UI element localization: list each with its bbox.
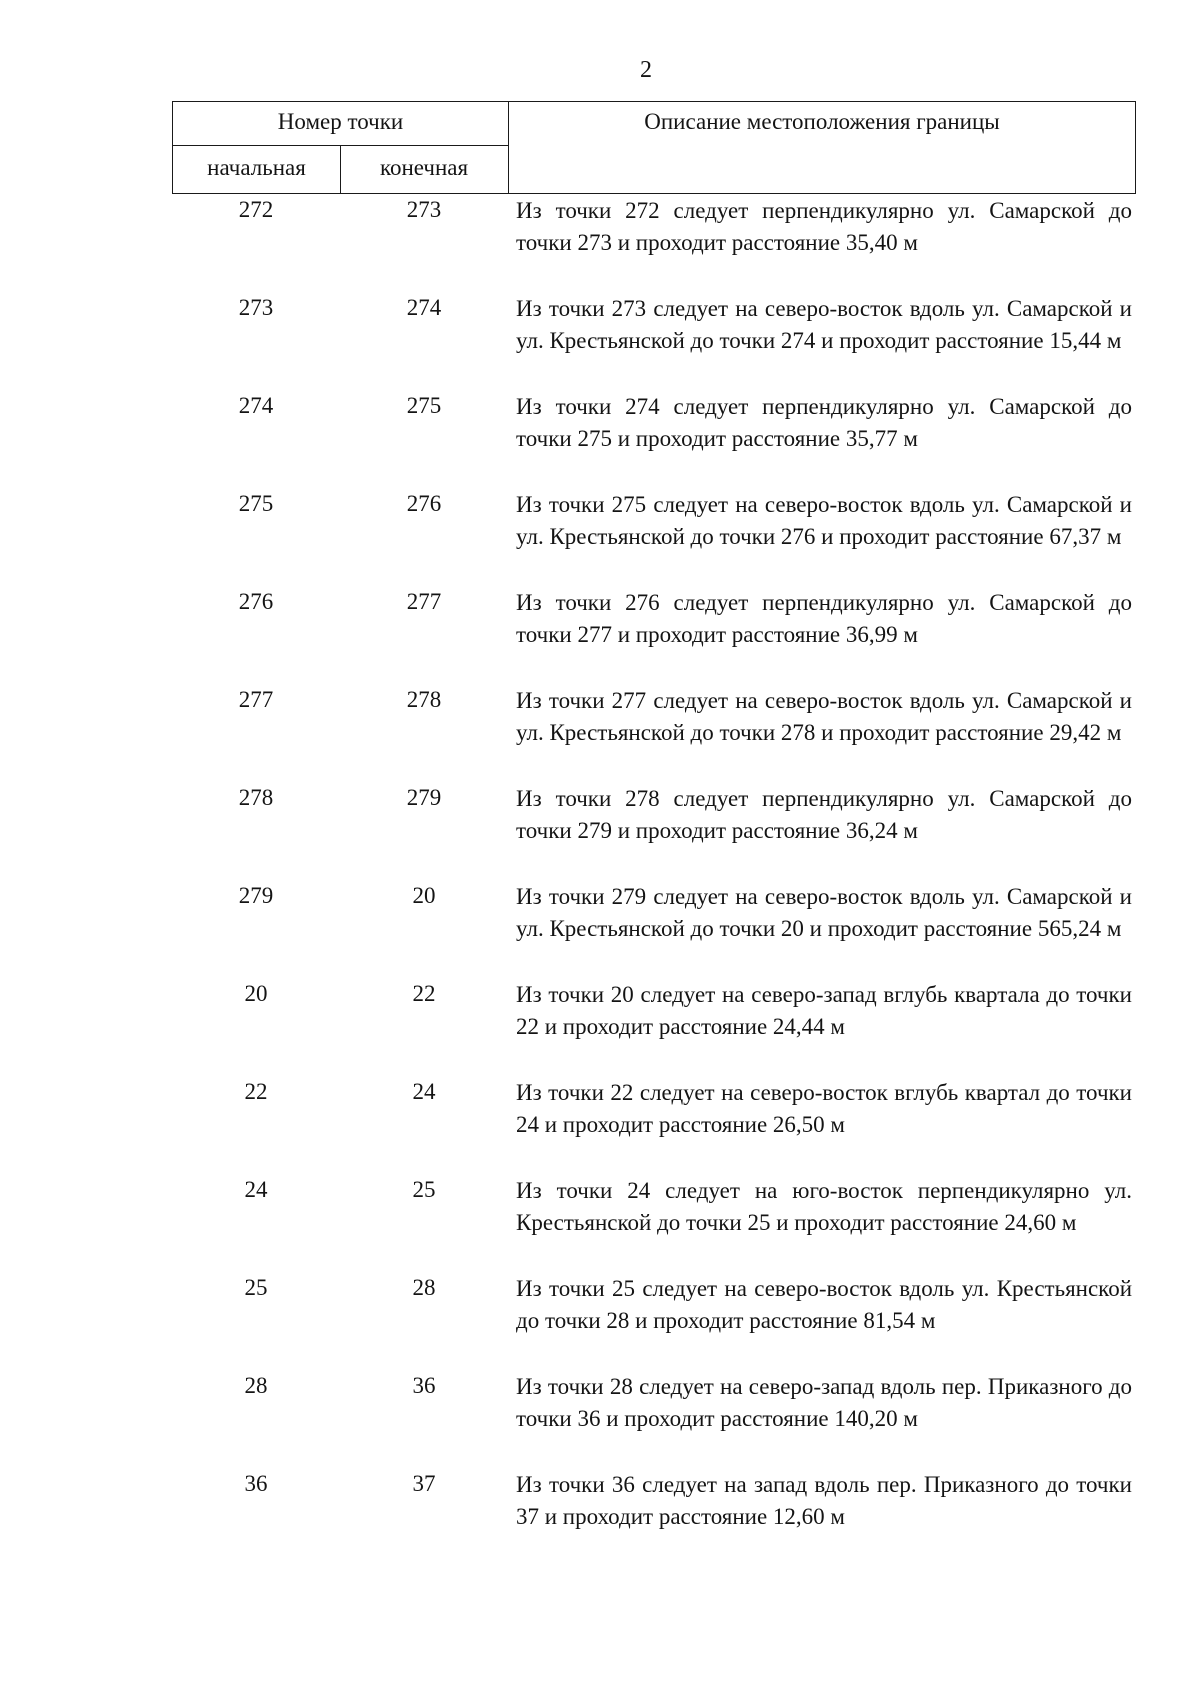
- start-point-cell: 272: [238, 197, 274, 222]
- start-point-cell: 24: [244, 1177, 268, 1202]
- start-point-cell: 25: [244, 1275, 268, 1300]
- description-cell: Из точки 274 следует перпендикулярно ул. Самарской до точки 275 и проходит расстояние 35,77 м: [516, 394, 1132, 451]
- table-row: [172, 1077, 1136, 1175]
- table-row: [172, 1273, 1136, 1371]
- description-header: Описание местоположения границы: [644, 109, 1000, 134]
- end-point-cell: 24: [412, 1079, 436, 1104]
- description-cell: Из точки 275 следует на северо-восток вдоль ул. Самарской и ул. Крестьянской до точки 276 и проходит расстояние 67,37 м: [516, 492, 1132, 549]
- table-row: [172, 783, 1136, 881]
- table-row: [172, 1469, 1136, 1567]
- start-point-cell: 277: [238, 687, 274, 712]
- table-row: [172, 489, 1136, 587]
- end-point-header: конечная: [379, 155, 469, 180]
- end-point-cell: 37: [412, 1471, 436, 1496]
- description-cell: Из точки 36 следует на запад вдоль пер. Приказного до точки 37 и проходит расстояние 12,60 м: [516, 1472, 1132, 1529]
- start-point-cell: 274: [238, 393, 274, 418]
- point-number-header: Номер точки: [173, 102, 508, 146]
- start-point-cell: 273: [238, 295, 274, 320]
- end-point-cell: 20: [412, 883, 436, 908]
- start-point-header: начальная: [173, 146, 341, 193]
- end-point-cell: 277: [406, 589, 442, 614]
- end-point-cell: 278: [406, 687, 442, 712]
- end-point-cell: 275: [406, 393, 442, 418]
- table-row: [172, 293, 1136, 391]
- table-header: [172, 101, 1136, 194]
- table-row: [172, 1175, 1136, 1273]
- page-number: 2: [640, 57, 652, 83]
- start-point-cell: 28: [244, 1373, 268, 1398]
- start-point-cell: 279: [238, 883, 274, 908]
- table-row: [172, 1371, 1136, 1469]
- description-cell: Из точки 279 следует на северо-восток вдоль ул. Самарской и ул. Крестьянской до точки 20 и проходит расстояние 565,24 м: [516, 884, 1132, 941]
- end-point-cell: 25: [412, 1177, 436, 1202]
- end-point-cell: 279: [406, 785, 442, 810]
- description-cell: Из точки 22 следует на северо-восток вглубь квартал до точки 24 и проходит расстояние 26,50 м: [516, 1080, 1132, 1137]
- table-row: [172, 195, 1136, 293]
- description-cell: Из точки 278 следует перпендикулярно ул. Самарской до точки 279 и проходит расстояние 36,24 м: [516, 786, 1132, 843]
- start-point-cell: 275: [238, 491, 274, 516]
- table-row: [172, 685, 1136, 783]
- end-point-cell: 28: [412, 1275, 436, 1300]
- start-point-cell: 36: [244, 1471, 268, 1496]
- table-row: [172, 881, 1136, 979]
- table-body: [172, 195, 1136, 1567]
- end-point-cell: 273: [406, 197, 442, 222]
- start-point-cell: 20: [244, 981, 268, 1006]
- description-cell: Из точки 25 следует на северо-восток вдоль ул. Крестьянской до точки 28 и проходит расстояние 81,54 м: [516, 1276, 1132, 1333]
- point-number-header-group: [173, 102, 509, 193]
- description-cell: Из точки 24 следует на юго-восток перпендикулярно ул. Крестьянской до точки 25 и проходит расстояние 24,60 м: [516, 1178, 1132, 1235]
- end-point-cell: 36: [412, 1373, 436, 1398]
- description-cell: Из точки 277 следует на северо-восток вдоль ул. Самарской и ул. Крестьянской до точки 278 и проходит расстояние 29,42 м: [516, 688, 1132, 745]
- start-point-cell: 278: [238, 785, 274, 810]
- table-row: [172, 391, 1136, 489]
- end-point-cell: 276: [406, 491, 442, 516]
- description-cell: Из точки 20 следует на северо-запад вглубь квартала до точки 22 и проходит расстояние 24,44 м: [516, 982, 1132, 1039]
- start-point-cell: 276: [238, 589, 274, 614]
- description-cell: Из точки 276 следует перпендикулярно ул. Самарской до точки 277 и проходит расстояние 36,99 м: [516, 590, 1132, 647]
- description-cell: Из точки 272 следует перпендикулярно ул. Самарской до точки 273 и проходит расстояние 35,40 м: [516, 198, 1132, 255]
- table-row: [172, 979, 1136, 1077]
- description-cell: Из точки 273 следует на северо-восток вдоль ул. Самарской и ул. Крестьянской до точки 274 и проходит расстояние 15,44 м: [516, 296, 1132, 353]
- end-point-cell: 274: [406, 295, 442, 320]
- end-point-cell: 22: [412, 981, 436, 1006]
- start-point-cell: 22: [244, 1079, 268, 1104]
- description-cell: Из точки 28 следует на северо-запад вдоль пер. Приказного до точки 36 и проходит расстояние 140,20 м: [516, 1374, 1132, 1431]
- table-row: [172, 587, 1136, 685]
